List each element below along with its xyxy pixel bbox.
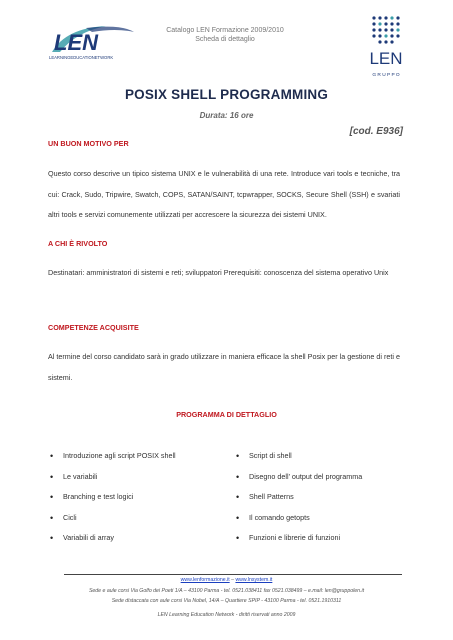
catalog-line-2: Scheda di dettaglio xyxy=(195,36,255,43)
footer-link-separator: – xyxy=(229,577,236,583)
footer-address-branch: Sede distaccata con aule corsi Via Nobel, 14/A – Quartiere SPIP - 43100 Parma - tel. 0521.1910311 xyxy=(111,598,342,604)
len-logo-graphic xyxy=(46,22,138,62)
section-text-skills: Al termine del corso candidato sarà in grado utilizzare in maniera efficace la shell Posix per la gestione di reti e sistemi. xyxy=(48,352,400,382)
section-heading-program: PROGRAMMA DI DETTAGLIO xyxy=(176,410,277,419)
list-item: • Cicli xyxy=(48,512,218,533)
footer-link-lenformazione[interactable]: www.lenformazione.it xyxy=(180,577,230,583)
len-gruppo-logo-graphic xyxy=(356,14,416,78)
list-item: • Shell Patterns xyxy=(234,491,409,512)
len-logo-caption: LEARNINGEDUCATIONETWORK xyxy=(49,55,114,60)
course-duration: Durata: 16 ore xyxy=(199,111,254,120)
len-logo xyxy=(46,22,138,62)
program-list-right xyxy=(234,450,409,553)
course-code: [cod. E936] xyxy=(349,126,403,137)
section-heading-target: A CHI È RIVOLTO xyxy=(48,239,108,248)
list-item: • Branching e test logici xyxy=(48,491,218,512)
len-logo-text: LEN xyxy=(54,30,98,55)
list-item: • Script di shell xyxy=(234,450,409,471)
course-title: POSIX SHELL PROGRAMMING xyxy=(124,87,329,102)
list-item: • Introduzione agli script POSIX shell xyxy=(48,450,218,471)
list-item: • Disegno dell’ output del programma xyxy=(234,471,409,492)
section-heading-skills: COMPETENZE ACQUISITE xyxy=(48,323,139,332)
list-item: • Funzioni e librerie di funzioni xyxy=(234,532,409,553)
list-item: • Le variabili xyxy=(48,471,218,492)
catalog-line-1: Catalogo LEN Formazione 2009/2010 xyxy=(166,27,284,34)
section-text-motivo: Questo corso descrive un tipico sistema UNIX e le vulnerabilità di una rete. Introduce vari tools e tecniche, tra cui: Crack, Sudo, Tripwire, Swatch, COPS, SATAN/SAINT, tcpwrapper, SOCKS, Secure Shell (SSH) e svariati altri tools e servizi comunemente utilizzati per accrescere la sicurezza dei sistemi UNIX. xyxy=(48,169,400,219)
footer-divider xyxy=(64,574,402,575)
list-item: • Il comando getopts xyxy=(234,512,409,533)
program-list-left xyxy=(48,450,218,553)
catalog-header xyxy=(150,26,300,44)
section-text-target: Destinatari: amministratori di sistemi e reti; sviluppatori Prerequisiti: conoscenza del sistema operativo Unix xyxy=(48,268,389,277)
footer-address-main: Sede e aule corsi Via Golfo dei Poeti 1/A – 43100 Parma - tel. 0521.038411 fax 0521.038499 – e.mail: len@gruppolen.it xyxy=(88,588,365,594)
len-gruppo-logo-text: LEN xyxy=(369,49,403,68)
section-heading-motivo: UN BUON MOTIVO PER xyxy=(48,139,129,148)
len-gruppo-logo xyxy=(356,14,416,78)
footer-link-lnsystem[interactable]: www.lnsystem.it xyxy=(235,577,273,583)
len-gruppo-caption: G R U P P O xyxy=(372,73,400,78)
footer-links xyxy=(0,577,453,583)
list-item: • Variabili di array xyxy=(48,532,218,553)
footer-copyright: LEN Learning Education Network - diritti riservati anno 2009 xyxy=(157,612,296,618)
